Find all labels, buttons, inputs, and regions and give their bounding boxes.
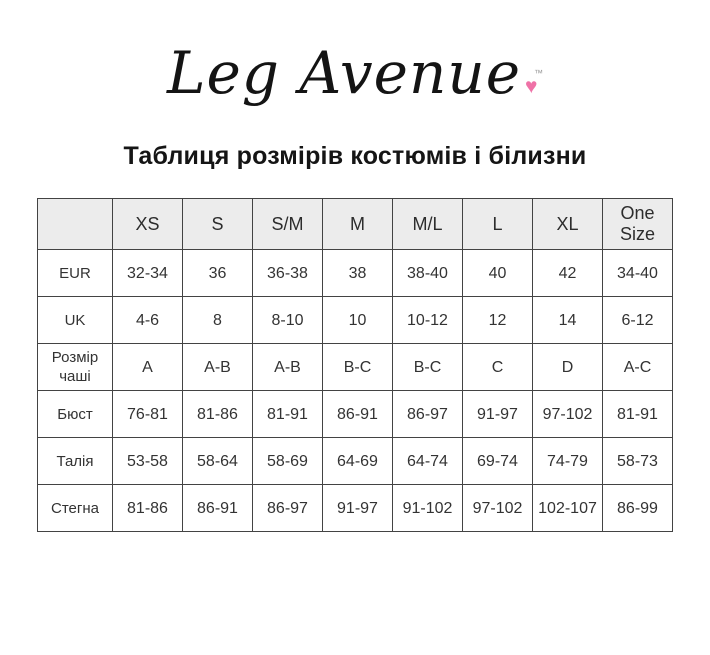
- table-cell: A: [113, 344, 183, 391]
- header-cell-empty: [38, 199, 113, 250]
- page-title: Таблиця розмірів костюмів і білизни: [123, 142, 587, 170]
- table-cell: 10: [323, 297, 393, 344]
- table-cell: 86-97: [253, 485, 323, 532]
- table-cell: 76-81: [113, 391, 183, 438]
- table-row-eur: [38, 250, 673, 297]
- table-cell: 102-107: [533, 485, 603, 532]
- header-cell-m: M: [323, 199, 393, 250]
- table-cell: 97-102: [463, 485, 533, 532]
- table-cell: 53-58: [113, 438, 183, 485]
- table-cell: A-B: [183, 344, 253, 391]
- table-cell: 58-73: [603, 438, 673, 485]
- row-label: Стегна: [38, 485, 113, 532]
- table-cell: 86-91: [323, 391, 393, 438]
- table-cell: 40: [463, 250, 533, 297]
- table-row-uk: [38, 297, 673, 344]
- row-label: Розмір чаші: [38, 344, 113, 391]
- table-cell: 8-10: [253, 297, 323, 344]
- table-cell: 69-74: [463, 438, 533, 485]
- table-cell: 58-69: [253, 438, 323, 485]
- table-cell: B-C: [393, 344, 463, 391]
- table-row-waist: [38, 438, 673, 485]
- table-cell: 86-91: [183, 485, 253, 532]
- table-header-row: [38, 199, 673, 250]
- brand-logo-text: Leg Avenue: [166, 39, 522, 107]
- header-cell-xs: XS: [113, 199, 183, 250]
- brand-logo-mark: [525, 69, 543, 96]
- table-cell: 36-38: [253, 250, 323, 297]
- trademark-symbol: ™: [534, 68, 544, 78]
- table-cell: A-C: [603, 344, 673, 391]
- table-cell: 58-64: [183, 438, 253, 485]
- table-cell: 91-97: [463, 391, 533, 438]
- table-cell: C: [463, 344, 533, 391]
- table-cell: 34-40: [603, 250, 673, 297]
- size-table: [37, 198, 673, 532]
- table-cell: A-B: [253, 344, 323, 391]
- row-label: EUR: [38, 250, 113, 297]
- table-cell: 8: [183, 297, 253, 344]
- table-cell: 91-102: [393, 485, 463, 532]
- header-cell-l: L: [463, 199, 533, 250]
- row-label: Талія: [38, 438, 113, 485]
- table-cell: 81-91: [603, 391, 673, 438]
- table-cell: 10-12: [393, 297, 463, 344]
- table-cell: 81-86: [113, 485, 183, 532]
- table-cell: 14: [533, 297, 603, 344]
- table-cell: D: [533, 344, 603, 391]
- table-cell: 81-86: [183, 391, 253, 438]
- header-cell-onesize: One Size: [603, 199, 673, 250]
- header-cell-s: S: [183, 199, 253, 250]
- table-cell: 38-40: [393, 250, 463, 297]
- table-cell: 4-6: [113, 297, 183, 344]
- table-cell: 91-97: [323, 485, 393, 532]
- table-cell: 97-102: [533, 391, 603, 438]
- table-cell: 64-74: [393, 438, 463, 485]
- row-label: UK: [38, 297, 113, 344]
- table-cell: 32-34: [113, 250, 183, 297]
- table-cell: 38: [323, 250, 393, 297]
- row-label: Бюст: [38, 391, 113, 438]
- table-cell: B-C: [323, 344, 393, 391]
- table-cell: 36: [183, 250, 253, 297]
- header-cell-sm: S/M: [253, 199, 323, 250]
- table-cell: 64-69: [323, 438, 393, 485]
- heart-icon: ♥: [525, 75, 538, 98]
- brand-logo: [0, 0, 710, 118]
- table-row-cup-size: [38, 344, 673, 391]
- table-row-hips: [38, 485, 673, 532]
- table-cell: 74-79: [533, 438, 603, 485]
- table-cell: 86-97: [393, 391, 463, 438]
- table-cell: 81-91: [253, 391, 323, 438]
- header-cell-ml: M/L: [393, 199, 463, 250]
- table-cell: 12: [463, 297, 533, 344]
- table-row-bust: [38, 391, 673, 438]
- header-cell-xl: XL: [533, 199, 603, 250]
- table-cell: 86-99: [603, 485, 673, 532]
- table-cell: 42: [533, 250, 603, 297]
- table-cell: 6-12: [603, 297, 673, 344]
